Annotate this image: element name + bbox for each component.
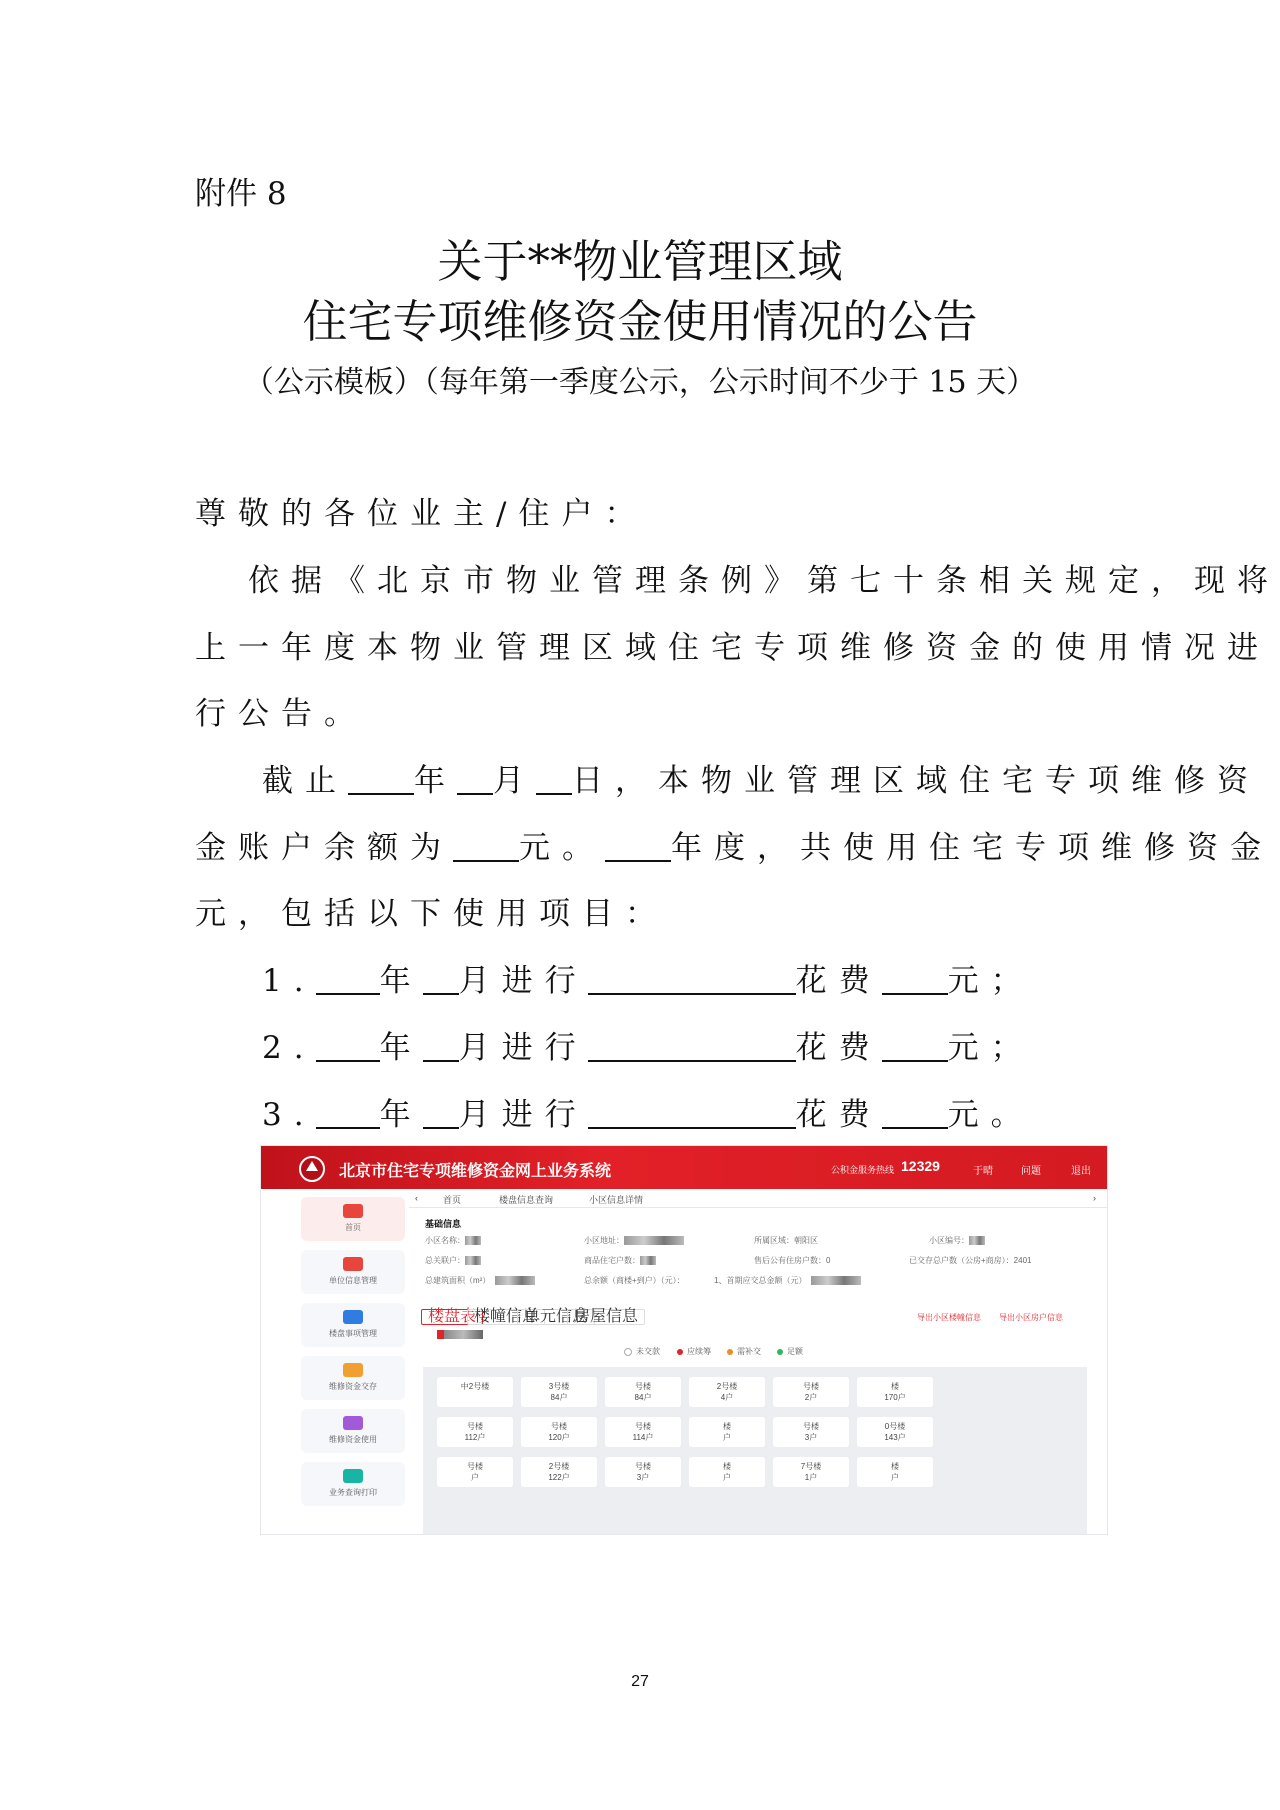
blank-project[interactable] — [588, 1097, 796, 1129]
building-name: 2号楼 — [548, 1462, 570, 1471]
label: 所属区域： — [754, 1236, 794, 1245]
legend-unpaid — [624, 1346, 660, 1357]
building-card[interactable] — [857, 1377, 933, 1407]
text: 年 — [414, 763, 457, 799]
building-card[interactable] — [773, 1417, 849, 1447]
building-name: 楼 — [891, 1462, 899, 1471]
label: 小区名称： — [425, 1236, 465, 1245]
building-card[interactable] — [605, 1457, 681, 1487]
label: 足额 — [787, 1347, 803, 1356]
building-name: 号楼 — [551, 1422, 567, 1431]
label: 总余额（商楼+到户）（元）： — [584, 1276, 685, 1285]
sidebar-item-1[interactable] — [301, 1197, 405, 1241]
building-card[interactable] — [521, 1377, 597, 1407]
building-name: 2号楼 — [716, 1382, 738, 1391]
tab-building-table[interactable]: 楼盘表 — [421, 1309, 483, 1325]
text: 金账户余额为 — [195, 830, 453, 866]
building-households: 120户 — [548, 1433, 570, 1442]
sidebar-item-label: 单位信息管理 — [329, 1276, 377, 1285]
text: 元。 — [947, 1097, 1034, 1133]
text: 元； — [947, 1030, 1034, 1066]
building-name: 号楼 — [467, 1422, 483, 1431]
redacted — [624, 1236, 684, 1245]
field-code — [929, 1235, 985, 1246]
sidebar-icon — [343, 1257, 363, 1271]
tab-bar — [409, 1189, 1107, 1208]
building-households: 170户 — [884, 1393, 906, 1402]
label: 小区地址： — [584, 1236, 624, 1245]
sidebar — [261, 1189, 409, 1534]
building-name: 号楼 — [467, 1462, 483, 1471]
para2-line3: 元，包括以下使用项目： — [195, 896, 668, 932]
field-address — [584, 1235, 684, 1246]
text: 日，本物业管理区域住宅专项维修资 — [572, 763, 1260, 799]
main-panel — [409, 1189, 1107, 1534]
building-name: 3号楼 — [548, 1382, 570, 1391]
blank-amount[interactable] — [882, 1097, 948, 1129]
user-menu[interactable]: 于晴 — [973, 1166, 993, 1177]
system-title: 北京市住宅专项维修资金网上业务系统 — [339, 1163, 612, 1180]
label: 未交款 — [636, 1347, 660, 1356]
value: 0 — [826, 1256, 831, 1265]
building-households: 3户 — [636, 1473, 650, 1482]
text: 月进行 — [458, 1097, 588, 1133]
salutation: 尊敬的各位业主/住户： — [195, 496, 648, 532]
page-number: 27 — [631, 1673, 649, 1690]
export-household-link[interactable]: 导出小区房户信息 — [999, 1313, 1063, 1322]
building-households: 户 — [723, 1473, 731, 1482]
legend-dot — [677, 1349, 683, 1355]
legend-dot — [624, 1348, 632, 1356]
tab-home[interactable]: 首页 — [443, 1195, 462, 1205]
label: 应续筹 — [687, 1347, 711, 1356]
label: 售后公有住房户数： — [754, 1256, 826, 1265]
legend-dot — [777, 1349, 783, 1355]
blank-project[interactable] — [588, 1030, 796, 1062]
legend-supplement — [727, 1346, 761, 1357]
building-card[interactable] — [689, 1377, 765, 1407]
sidebar-item-5[interactable] — [301, 1409, 405, 1453]
sidebar-item-4[interactable] — [301, 1356, 405, 1400]
building-households: 4户 — [720, 1393, 734, 1402]
building-card[interactable] — [857, 1417, 933, 1447]
building-households: 143户 — [884, 1433, 906, 1442]
text: 年 — [379, 963, 423, 999]
blank-month[interactable] — [423, 1030, 459, 1062]
hotline-label: 公积金服务热线 — [831, 1165, 895, 1175]
building-name: 楼 — [723, 1422, 731, 1431]
building-households: 84户 — [550, 1393, 568, 1402]
text: 月进行 — [458, 1030, 588, 1066]
building-name: 号楼 — [803, 1422, 819, 1431]
building-card[interactable] — [521, 1417, 597, 1447]
item-1 — [262, 955, 1034, 1000]
text: 花费 — [795, 963, 882, 999]
sidebar-item-2[interactable] — [301, 1250, 405, 1294]
field-public-sale — [754, 1255, 830, 1266]
text: 花费 — [795, 1030, 882, 1066]
building-name: 号楼 — [635, 1422, 651, 1431]
building-name: 楼 — [723, 1462, 731, 1471]
blank-balance[interactable] — [453, 830, 519, 862]
blank-month[interactable] — [423, 1097, 459, 1129]
sidebar-icon — [343, 1469, 363, 1483]
building-name: 0号楼 — [884, 1422, 906, 1431]
sidebar-item-label: 楼盘事项管理 — [329, 1329, 377, 1338]
blank-year[interactable] — [348, 763, 414, 795]
title-line-2: 住宅专项维修资金使用情况的公告 — [302, 295, 978, 348]
para1-line2: 上一年度本物业管理区域住宅专项维修资金的使用情况进 — [195, 630, 1270, 666]
redacted — [465, 1256, 481, 1265]
title-line-1: 关于**物业管理区域 — [437, 235, 843, 288]
blank-year[interactable] — [316, 1030, 380, 1062]
building-households: 2户 — [804, 1393, 818, 1402]
building-households: 122户 — [548, 1473, 570, 1482]
redacted — [640, 1256, 656, 1265]
sidebar-item-6[interactable] — [301, 1462, 405, 1506]
field-commercial — [584, 1255, 656, 1266]
sidebar-item-label: 业务查询打印 — [329, 1488, 377, 1497]
logout-menu[interactable]: 退出 — [1071, 1166, 1091, 1177]
building-name: 号楼 — [803, 1382, 819, 1391]
building-card[interactable] — [437, 1457, 513, 1487]
building-name: 7号楼 — [800, 1462, 822, 1471]
building-households: 户 — [891, 1473, 899, 1482]
legend-sufficient — [777, 1346, 803, 1357]
building-card[interactable] — [689, 1457, 765, 1487]
text: 截止 — [262, 763, 348, 799]
blank-month[interactable] — [423, 963, 459, 995]
building-households: 户 — [471, 1473, 479, 1482]
blank-month[interactable] — [457, 763, 493, 795]
tab-building-query[interactable]: 楼盘信息查询 — [499, 1195, 554, 1205]
redacted — [969, 1236, 985, 1245]
building-households: 114户 — [632, 1433, 654, 1442]
sidebar-item-label: 首页 — [345, 1223, 361, 1232]
label: 1、首期应交总金额（元） — [714, 1276, 807, 1285]
sidebar-item-label: 维修资金使用 — [329, 1435, 377, 1444]
tab-building-info[interactable]: 楼幢信息 — [467, 1309, 545, 1325]
building-grid — [423, 1367, 1087, 1534]
hotline-number: 12329 — [901, 1158, 940, 1174]
blank-year[interactable] — [316, 1097, 380, 1129]
value: 朝阳区 — [794, 1236, 818, 1245]
building-card[interactable] — [773, 1457, 849, 1487]
tab-community-detail[interactable]: 小区信息详情 — [589, 1195, 644, 1205]
sidebar-icon — [343, 1310, 363, 1324]
blank-day[interactable] — [536, 763, 572, 795]
para1-line3: 行公告。 — [195, 696, 367, 732]
field-name — [425, 1235, 481, 1246]
building-card[interactable] — [605, 1377, 681, 1407]
item-3 — [262, 1089, 1034, 1134]
text: 元。 — [519, 830, 605, 866]
legend-dot — [727, 1349, 733, 1355]
building-card[interactable] — [437, 1377, 513, 1407]
redacted — [811, 1276, 861, 1285]
text: 月 — [493, 763, 536, 799]
building-name: 号楼 — [635, 1382, 651, 1391]
item-no: 1. — [262, 963, 316, 999]
building-card[interactable] — [857, 1457, 933, 1487]
subtitle: （公示模板）（每年第一季度公示，公示时间不少于 15 天） — [243, 365, 1037, 400]
label: 总关联户： — [425, 1256, 465, 1265]
field-deposited — [909, 1255, 1031, 1266]
blank-year[interactable] — [605, 830, 671, 862]
blank-project[interactable] — [588, 963, 796, 995]
text: 年 — [379, 1030, 423, 1066]
building-card[interactable] — [773, 1377, 849, 1407]
blank-year[interactable] — [316, 963, 380, 995]
temple-logo-icon — [299, 1156, 325, 1182]
text: 花费 — [795, 1097, 882, 1133]
blank-amount[interactable] — [882, 1030, 948, 1062]
sidebar-item-3[interactable] — [301, 1303, 405, 1347]
selected-building — [437, 1330, 483, 1339]
item-no: 3. — [262, 1097, 316, 1133]
building-households: 3户 — [804, 1433, 818, 1442]
label: 已交存总户数（公房+商房）： — [909, 1256, 1014, 1265]
tab-unit-info[interactable]: 单元信息 — [517, 1309, 595, 1325]
redacted — [465, 1236, 481, 1245]
label: 总建筑面积（m²） — [425, 1276, 491, 1285]
sidebar-icon — [343, 1363, 363, 1377]
building-card[interactable] — [605, 1417, 681, 1447]
text: 年度，共使用住宅专项维修资金 — [671, 830, 1273, 866]
building-name: 号楼 — [635, 1462, 651, 1471]
tab-house-info[interactable]: 房屋信息 — [567, 1309, 645, 1325]
building-households: 84户 — [634, 1393, 652, 1402]
building-households: 户 — [723, 1433, 731, 1442]
para2-line2 — [195, 822, 1273, 867]
field-district — [754, 1235, 818, 1246]
field-area — [425, 1275, 535, 1286]
chevron-right-icon[interactable]: › — [1093, 1193, 1096, 1203]
field-total-accounts — [425, 1255, 481, 1266]
text: 元； — [947, 963, 1034, 999]
para2-line1 — [262, 755, 1260, 800]
field-balance — [584, 1275, 685, 1286]
sidebar-icon — [343, 1204, 363, 1218]
building-name: 楼 — [891, 1382, 899, 1391]
label: 小区编号： — [929, 1236, 969, 1245]
building-card[interactable] — [437, 1417, 513, 1447]
building-card[interactable] — [689, 1417, 765, 1447]
text: 年 — [379, 1097, 423, 1133]
label: 商品住宅户数： — [584, 1256, 640, 1265]
section-basic-info: 基础信息 — [425, 1219, 462, 1229]
para1-line1: 依据《北京市物业管理条例》第七十条相关规定，现将 — [248, 563, 1280, 599]
building-households: 112户 — [464, 1433, 486, 1442]
help-menu[interactable]: 问题 — [1021, 1166, 1041, 1177]
sidebar-icon — [343, 1416, 363, 1430]
system-screenshot — [260, 1145, 1108, 1535]
item-2 — [262, 1022, 1034, 1067]
blank-amount[interactable] — [882, 963, 948, 995]
building-card[interactable] — [521, 1457, 597, 1487]
building-households: 1户 — [804, 1473, 818, 1482]
item-no: 2. — [262, 1030, 316, 1066]
export-building-link[interactable]: 导出小区楼幢信息 — [917, 1313, 981, 1322]
text: 月进行 — [458, 963, 588, 999]
redacted — [495, 1276, 535, 1285]
value: 2401 — [1013, 1256, 1032, 1265]
sidebar-item-label: 维修资金交存 — [329, 1382, 377, 1391]
legend-renew — [677, 1346, 711, 1357]
field-first-deposit — [714, 1275, 861, 1286]
redacted — [437, 1330, 483, 1339]
system-header — [261, 1146, 1107, 1189]
attachment-label: 附件 8 — [195, 176, 287, 212]
building-name: 中2号楼 — [460, 1382, 490, 1391]
chevron-left-icon[interactable]: ‹ — [415, 1193, 418, 1203]
label: 需补交 — [737, 1347, 761, 1356]
